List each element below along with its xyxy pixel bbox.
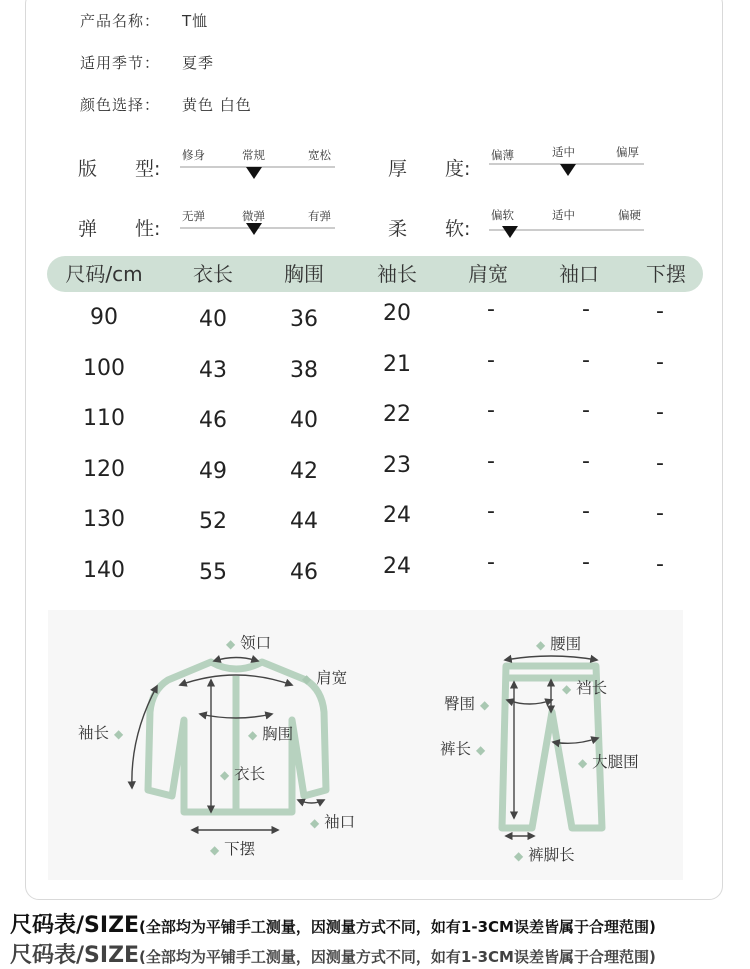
measurement-cell: - — [487, 297, 495, 322]
thigh-label — [578, 750, 639, 772]
hip-text: 臀围 — [444, 695, 476, 713]
diamond-icon: ◆ — [562, 682, 572, 696]
measurement-cell: 52 — [199, 509, 227, 534]
thickness-option: 适中 — [552, 145, 575, 159]
elasticity-option: 无弹 — [182, 209, 205, 223]
sleeve-label — [78, 721, 123, 743]
hem-label — [210, 837, 255, 859]
softness-option: 偏硬 — [618, 208, 641, 222]
diamond-icon: ◆ — [113, 727, 124, 741]
fit-option: 修身 — [182, 148, 205, 162]
size-cell: 100 — [83, 356, 125, 381]
measurement-cell: - — [487, 398, 495, 423]
column-header: 袖口 — [559, 262, 599, 286]
collar-label — [226, 631, 271, 653]
column-header: 尺码/cm — [65, 262, 143, 286]
size-cell: 90 — [90, 305, 118, 330]
jacket-outline — [148, 662, 326, 812]
size-cell: 140 — [83, 558, 125, 583]
cuff-label — [310, 810, 355, 832]
softness-label: 柔 软: — [388, 218, 471, 240]
measurement-cell: 24 — [383, 503, 411, 528]
column-header: 肩宽 — [468, 262, 508, 286]
measurement-cell: - — [656, 350, 664, 375]
diamond-icon: ◆ — [578, 756, 588, 770]
diamond-icon: ◆ — [248, 728, 258, 742]
fit-option: 宽松 — [308, 148, 331, 162]
shoulder-label — [302, 666, 347, 688]
diamond-icon: ◆ — [479, 698, 490, 712]
measurement-cell: 36 — [290, 307, 318, 332]
elasticity-label: 弹 性: — [78, 218, 161, 240]
cuff-text: 袖口 — [324, 813, 356, 831]
measurement-cell: - — [582, 297, 590, 322]
measurement-cell: - — [656, 501, 664, 526]
pants-length-text: 裤长 — [440, 740, 472, 758]
length-label — [220, 762, 265, 784]
diamond-icon: ◆ — [210, 843, 220, 857]
size-chart-title-text: 尺码表/SIZE — [10, 913, 140, 938]
diamond-icon: ◆ — [310, 816, 320, 830]
measurement-cell: 40 — [199, 307, 227, 332]
measurement-cell: - — [487, 550, 495, 575]
product-name-label: 产品名称： — [80, 12, 161, 30]
fit-label: 版 型: — [78, 158, 161, 180]
thickness-label: 厚 度: — [388, 158, 471, 180]
fit-option: 常规 — [242, 148, 265, 162]
rise-text: 裆长 — [576, 679, 608, 697]
measurement-cell: 49 — [199, 459, 227, 484]
size-cell: 130 — [83, 507, 125, 532]
diamond-icon: ◆ — [536, 638, 546, 652]
column-header: 胸围 — [284, 262, 324, 286]
softness-option: 偏软 — [491, 208, 514, 222]
diamond-icon: ◆ — [514, 849, 524, 863]
measurement-cell: - — [582, 398, 590, 423]
chest-text: 胸围 — [262, 725, 294, 743]
size-chart-title-echo — [10, 938, 656, 968]
measurement-cell: 44 — [290, 509, 318, 534]
size-chart-note-echo: (全部均为平铺手工测量，因测量方式不同，如有1-3CM误差皆属于合理范围) — [139, 948, 656, 966]
diamond-icon: ◆ — [220, 768, 230, 782]
diamond-icon: ◆ — [475, 743, 486, 757]
measurement-cell: - — [656, 400, 664, 425]
measurement-cell: - — [582, 499, 590, 524]
measurement-cell: 22 — [383, 402, 411, 427]
hem-text: 下摆 — [224, 840, 256, 858]
waist-text: 腰围 — [550, 635, 582, 653]
measurement-cell: 42 — [290, 459, 318, 484]
collar-text: 领口 — [240, 634, 272, 652]
size-chart-note: (全部均为平铺手工测量，因测量方式不同，如有1-3CM误差皆属于合理范围) — [139, 918, 656, 936]
measurement-cell: 43 — [199, 358, 227, 383]
column-header: 衣长 — [193, 262, 233, 286]
measurement-cell: - — [656, 552, 664, 577]
column-header: 下摆 — [646, 262, 686, 286]
thigh-text: 大腿围 — [592, 753, 639, 771]
hip-label — [444, 692, 489, 714]
measurement-cell: - — [656, 299, 664, 324]
waist-label — [536, 632, 581, 654]
season-label: 适用季节： — [80, 54, 161, 72]
measurement-cell: - — [582, 550, 590, 575]
measurement-cell: 21 — [383, 352, 411, 377]
measurement-cell: 46 — [199, 408, 227, 433]
length-text: 衣长 — [234, 765, 266, 783]
chest-label — [248, 722, 293, 744]
product-name-value: T恤 — [182, 12, 209, 30]
measurement-cell: - — [582, 449, 590, 474]
rise-label — [562, 676, 607, 698]
color-value: 黄色 白色 — [182, 96, 252, 114]
pants-length-label — [440, 737, 485, 759]
measurement-cell: 20 — [383, 301, 411, 326]
size-chart-title-echo-text: 尺码表/SIZE — [10, 943, 140, 968]
measurement-cell: 46 — [290, 560, 318, 585]
size-cell: 110 — [83, 406, 125, 431]
diamond-icon: ◆ — [302, 672, 312, 686]
measurement-cell: 23 — [383, 453, 411, 478]
elasticity-option: 有弹 — [308, 209, 331, 223]
thickness-option: 偏薄 — [491, 148, 514, 162]
softness-option: 适中 — [552, 208, 575, 222]
measurement-cell: - — [487, 499, 495, 524]
thickness-option: 偏厚 — [616, 145, 639, 159]
size-chart-title — [10, 908, 656, 939]
color-label: 颜色选择： — [80, 96, 161, 114]
shoulder-text: 肩宽 — [316, 669, 348, 687]
measurement-cell: - — [582, 348, 590, 373]
leg-opening-label — [514, 843, 575, 865]
measurement-cell: 38 — [290, 358, 318, 383]
measurement-cell: 24 — [383, 554, 411, 579]
leg-opening-text: 裤脚长 — [528, 846, 575, 864]
measurement-cell: - — [487, 348, 495, 373]
season-value: 夏季 — [182, 54, 215, 72]
measurement-cell: - — [656, 451, 664, 476]
measurement-cell: 55 — [199, 560, 227, 585]
elasticity-option: 微弹 — [242, 209, 265, 223]
measurement-cell: 40 — [290, 408, 318, 433]
measurement-cell: - — [487, 449, 495, 474]
size-cell: 120 — [83, 457, 125, 482]
sleeve-text: 袖长 — [78, 724, 110, 742]
diamond-icon: ◆ — [226, 637, 236, 651]
column-header: 袖长 — [377, 262, 417, 286]
